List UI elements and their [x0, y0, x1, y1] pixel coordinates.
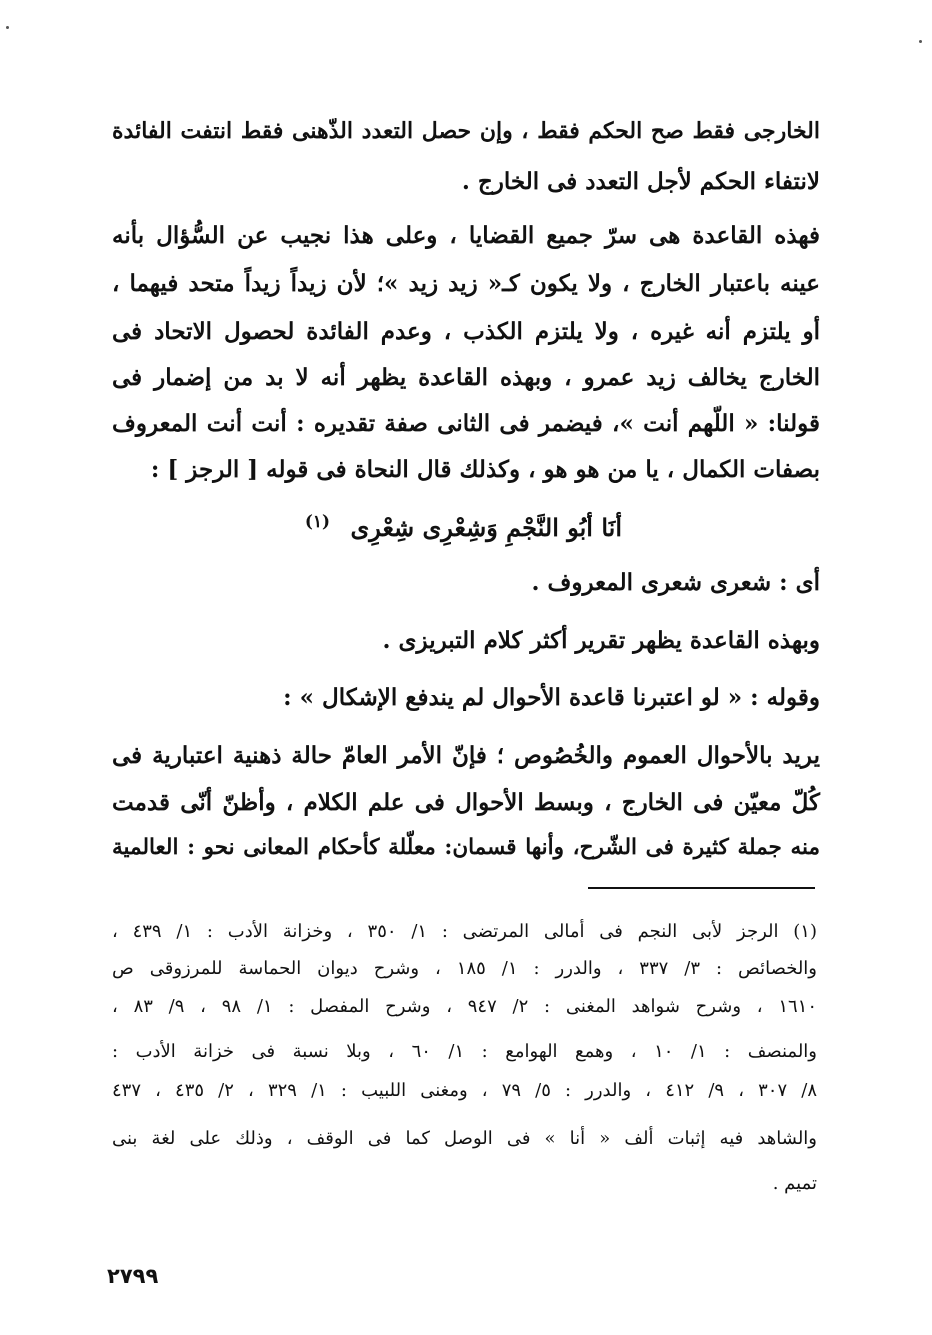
- footnote-line: والمنصف : ١/ ١٠ ، وهمع الهوامع : ١/ ٦٠ ، وبلا نسبة فى خزانة الأدب :: [112, 1041, 817, 1062]
- footnote-line: ١٦١٠ ، وشرح شواهد المغنى : ٢/ ٩٤٧ ، وشرح المفصل : ١/ ٩٨ ، ٩/ ٨٣ ،: [112, 996, 817, 1017]
- body-line: فهذه القاعدة هى سرّ جميع القضايا ، وعلى هذا نجيب عن السُّؤال بأنه: [112, 222, 820, 249]
- body-line: وبهذه القاعدة يظهر تقرير أكثر كلام التبريزى .: [382, 627, 820, 654]
- footnote-reference: (١): [304, 512, 331, 532]
- body-line: يريد بالأحوال العموم والخُصُوص ؛ فإنّ الأمر العامّ حالة ذهنية اعتبارية فى: [112, 742, 820, 769]
- page-number: ٢٧٩٩: [107, 1264, 159, 1288]
- body-line: كُلّ معيّن فى الخارج ، وبسط الأحوال فى علم الكلام ، وأظنّ أنّى قدمت: [112, 789, 820, 816]
- body-line: قولنا: « اللّهم أنت »، فيضمر فى الثانى صفة تقديره : أنت أنت المعروف: [112, 410, 820, 437]
- scan-mark: [919, 40, 922, 43]
- body-line: عينه باعتبار الخارج ، ولا يكون كـ« زيد زيد »؛ لأن زيداً زيداً متحد فيهما ،: [112, 270, 820, 297]
- poetry-verse: [302, 505, 622, 545]
- body-line: أى : شعرى شعرى المعروف .: [531, 569, 820, 596]
- scan-mark: [6, 26, 9, 29]
- body-line: منه جملة كثيرة فى الشّرح، وأنها قسمان: معلّلة كأحكام المعانى نحو : العالمية: [112, 835, 820, 860]
- footnote-line: والخصائص : ٣/ ٣٣٧ ، والدرر : ١/ ١٨٥ ، وشرح ديوان الحماسة للمرزوقى ص: [112, 958, 817, 979]
- footnote-line: (١) الرجز لأبى النجم فى أمالى المرتضى : ١/ ٣٥٠ ، وخزانة الأدب : ١/ ٤٣٩ ،: [112, 921, 817, 942]
- body-line: أو يلتزم أنه غيره ، ولا يلتزم الكذب ، وعدم الفائدة لحصول الاتحاد فى: [112, 318, 820, 345]
- body-line: وقوله : « لو اعتبرنا قاعدة الأحوال لم يندفع الإشكال » :: [283, 684, 820, 711]
- footnote-line: والشاهد فيه إثبات ألف « أنا » فى الوصل كما فى الوقف ، وذلك على لغة بنى: [112, 1128, 817, 1149]
- body-line: بصفات الكمال ، يا من هو هو ، وكذلك قال النحاة فى قوله [ الرجز ] :: [150, 456, 820, 483]
- body-line: الخارجى فقط صح الحكم فقط ، وإن حصل التعدد الذّهنى فقط انتفت الفائدة: [112, 118, 820, 144]
- body-line: لانتفاء الحكم لأجل التعدد فى الخارج .: [461, 168, 820, 195]
- footnote-line: ٨/ ٣٠٧ ، ٩/ ٤١٢ ، والدرر : ٥/ ٧٩ ، ومغنى اللبيب : ١/ ٣٢٩ ، ٢/ ٤٣٥ ، ٤٣٧: [112, 1080, 817, 1101]
- footnote-separator: [588, 887, 815, 889]
- verse-text: أنَا أبُو النَّجْمِ وَشِعْرِى شِعْرِى: [350, 513, 622, 542]
- body-line: الخارج يخالف زيد عمرو ، وبهذه القاعدة يظهر أنه لا بد من إضمار فى: [112, 364, 820, 391]
- footnote-line: تميم .: [772, 1173, 817, 1194]
